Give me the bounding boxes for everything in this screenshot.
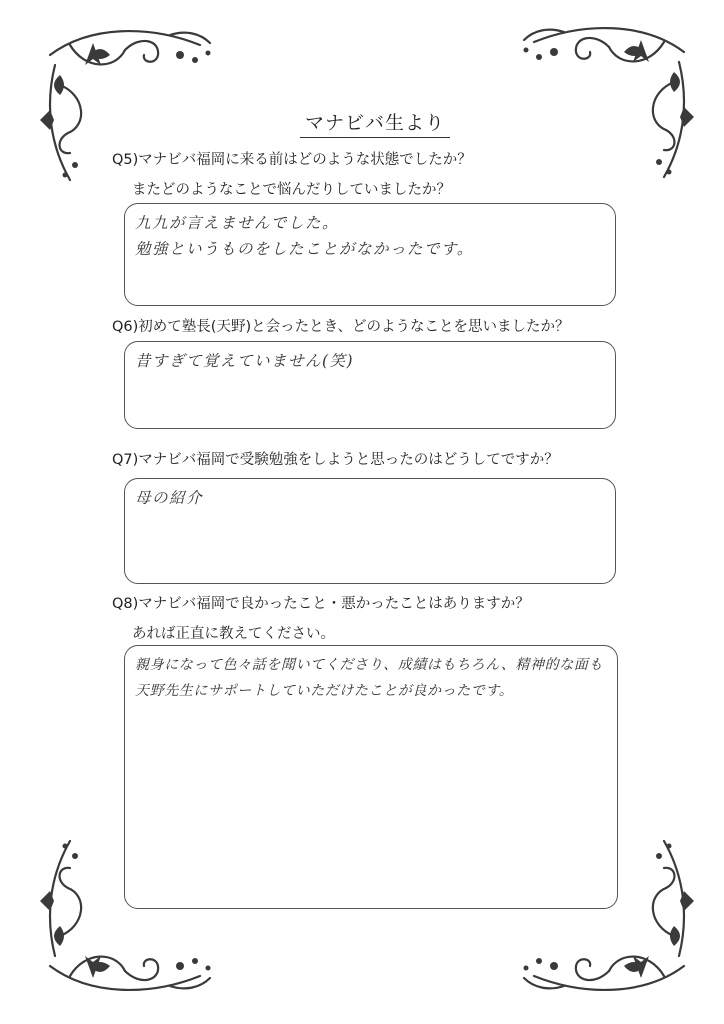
question-text: Q6)初めて塾長(天野)と会ったとき、どのようなことを思いましたか？ xyxy=(112,319,570,335)
answer-line: 親身になって色々話を聞いてくださり、成績はもちろん、精神的な面も xyxy=(135,657,604,673)
question-q6 xyxy=(112,318,570,336)
question-text-line2: またどのようなことで悩んだりしていましたか？ xyxy=(132,182,451,198)
answer-line: 天野先生にサポートしていただけたことが良かったです。 xyxy=(135,683,514,699)
question-q5 xyxy=(112,151,472,199)
question-text: Q7)マナビバ福岡で受験勉強をしようと思ったのはどうしてですか？ xyxy=(112,452,559,468)
question-text-line2: あれば正直に教えてください。 xyxy=(132,626,335,642)
answer-line: 昔すぎて覚えていません(笑) xyxy=(135,352,355,370)
handwritten-answer xyxy=(135,348,609,374)
handwritten-answer xyxy=(135,485,609,511)
answer-line: 母の紹介 xyxy=(135,489,204,507)
question-text: Q5)マナビバ福岡に来る前はどのような状態でしたか？ xyxy=(112,152,472,168)
answer-box-q5 xyxy=(124,203,616,306)
answer-line: 九九が言えませんでした。 xyxy=(135,214,340,232)
answer-box-q7 xyxy=(124,478,616,584)
answer-line: 勉強というものをしたことがなかったです。 xyxy=(135,240,474,258)
question-q8 xyxy=(112,595,530,643)
flourish-icon xyxy=(504,12,704,192)
handwritten-answer xyxy=(135,652,611,704)
question-text: Q8)マナビバ福岡で良かったこと・悪かったことはありますか？ xyxy=(112,596,530,612)
answer-box-q6 xyxy=(124,341,616,429)
question-q7 xyxy=(112,451,559,469)
handwritten-answer xyxy=(135,210,609,262)
answer-box-q8 xyxy=(124,645,618,909)
page-title: マナビバ生より xyxy=(300,108,450,138)
corner-ornament-top-right xyxy=(504,12,704,192)
